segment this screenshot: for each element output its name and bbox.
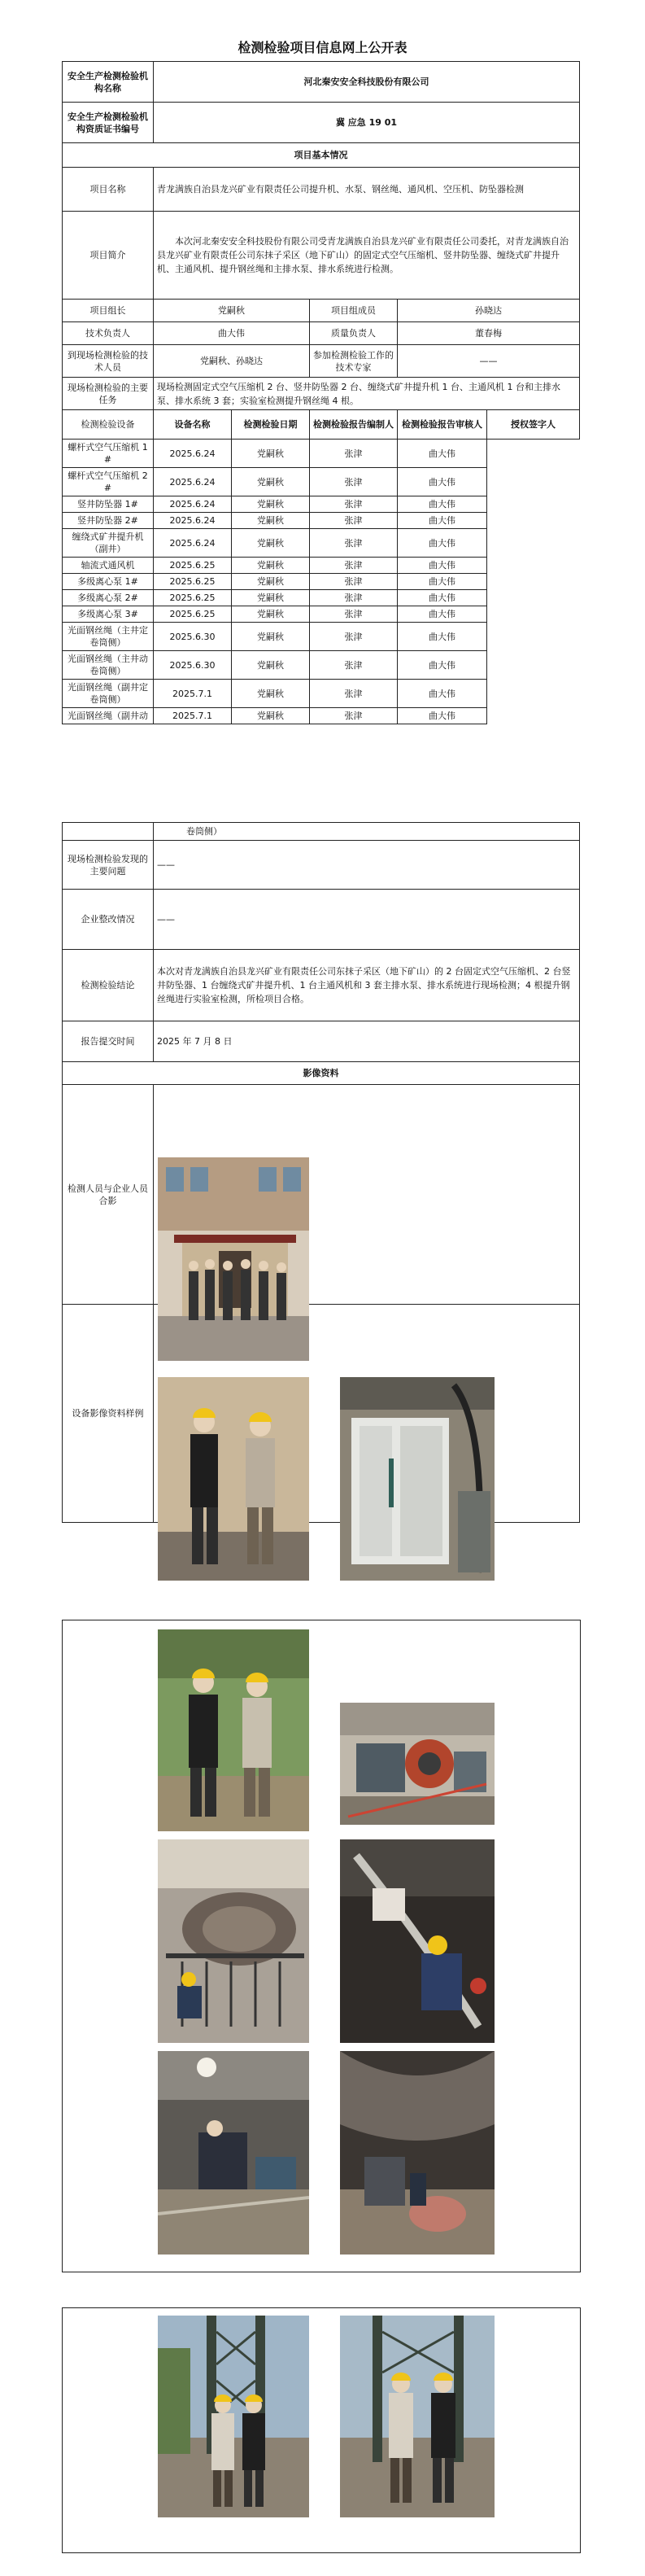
equip-author: 党嗣秋	[232, 468, 310, 496]
equip-signer: 曲大伟	[398, 574, 487, 590]
site-photo-2	[340, 1703, 495, 1825]
equip-author: 党嗣秋	[232, 513, 310, 529]
cert-value: 冀 应急 19 01	[154, 103, 580, 143]
equip-reviewer: 张津	[310, 558, 398, 574]
rectify-value: ——	[154, 890, 580, 950]
equip-header-reviewer: 检测检验报告审核人	[398, 410, 487, 440]
equip-name: 螺杆式空气压缩机 2#	[63, 468, 154, 496]
report-date-label: 报告提交时间	[63, 1021, 154, 1062]
basic-header: 项目基本情况	[63, 143, 580, 168]
equip-reviewer: 张津	[310, 680, 398, 708]
problems-label: 现场检测检验发现的主要问题	[63, 841, 154, 890]
conclusion-label: 检测检验结论	[63, 950, 154, 1021]
equip-reviewer: 张津	[310, 574, 398, 590]
equip-date: 2025.6.25	[154, 606, 232, 623]
equipment-row	[63, 708, 580, 724]
photo-page-frame-2	[62, 2307, 581, 2553]
equip-continued-text: 卷筒侧）	[154, 823, 580, 841]
equip-date: 2025.6.24	[154, 529, 232, 558]
equip-header-signer: 授权签字人	[487, 410, 580, 440]
equipment-photo-label: 设备影像资料样例	[63, 1305, 154, 1523]
equipment-row	[63, 496, 580, 513]
org-name-label: 安全生产检测检验机构名称	[63, 62, 154, 103]
equip-date: 2025.6.24	[154, 513, 232, 529]
equip-cont-label-cell	[63, 823, 154, 841]
equipment-row	[63, 651, 580, 680]
two-workers-image	[158, 1377, 309, 1581]
equipment-row	[63, 606, 580, 623]
equip-signer: 曲大伟	[398, 680, 487, 708]
equipment-label: 检测检验设备	[63, 410, 154, 440]
members-label: 项目组成员	[310, 300, 398, 322]
equip-date: 2025.6.24	[154, 468, 232, 496]
intro-label: 项目简介	[63, 212, 154, 300]
equip-date: 2025.6.30	[154, 623, 232, 651]
equip-header-name: 设备名称	[154, 410, 232, 440]
equip-name: 多级离心泵 2#	[63, 590, 154, 606]
equip-reviewer: 张津	[310, 623, 398, 651]
compressor-cabinet-image	[340, 1377, 495, 1581]
equip-author: 党嗣秋	[232, 590, 310, 606]
tasks-value: 现场检测固定式空气压缩机 2 台、竖井防坠器 2 台、缠绕式矿井提升机 1 台、主通风机 1 台和主排水泵、排水系统 3 套；实验室检测提升钢丝绳 4 根。	[154, 378, 580, 410]
equip-date: 2025.6.25	[154, 558, 232, 574]
equip-name: 多级离心泵 1#	[63, 574, 154, 590]
equip-author: 党嗣秋	[232, 651, 310, 680]
staff-photo-label: 检测人员与企业人员合影	[63, 1085, 154, 1305]
equip-name: 竖井防坠器 1#	[63, 496, 154, 513]
org-name-value: 河北秦安安全科技股份有限公司	[154, 62, 580, 103]
headframe-group-image-2	[340, 2316, 495, 2517]
equipment-row	[63, 680, 580, 708]
headframe-photo-1	[158, 2316, 309, 2517]
photo-page-frame	[62, 1620, 581, 2272]
info-table	[62, 61, 580, 724]
rectify-label: 企业整改情况	[63, 890, 154, 950]
equip-author: 党嗣秋	[232, 708, 310, 724]
equip-signer: 曲大伟	[398, 558, 487, 574]
intro-value: 本次河北秦安安全科技股份有限公司受青龙满族自治县龙兴矿业有限责任公司委托，对青龙满族自治县龙兴矿业有限责任公司东抹子采区（地下矿山）的固定式空气压缩机、竖井防坠器、缠绕式矿井提升机、主通风机、提升钢丝绳和主排水泵、排水系统进行检测。	[154, 212, 580, 300]
project-name-label: 项目名称	[63, 168, 154, 212]
equip-name: 轴流式通风机	[63, 558, 154, 574]
building-group-image	[158, 1157, 309, 1361]
equip-reviewer: 张津	[310, 708, 398, 724]
equip-author: 党嗣秋	[232, 440, 310, 468]
equip-signer: 曲大伟	[398, 651, 487, 680]
site-photo-3	[158, 1839, 309, 2043]
quality-label: 质量负责人	[310, 322, 398, 345]
conclusion-value: 本次对青龙满族自治县龙兴矿业有限责任公司东抹子采区（地下矿山）的 2 台固定式空气压缩机、2 台竖井防坠器、1 台缠绕式矿井提升机、1 台主通风机和 3 套主排水泵、排水系统进行现场检测；4 根提升钢丝绳进行实验室检测，所检项目合格。	[154, 950, 580, 1021]
equip-header-date: 检测检验日期	[232, 410, 310, 440]
equipment-sample-photo-1	[158, 1377, 309, 1581]
equip-name: 缠绕式矿井提升机（副井）	[63, 529, 154, 558]
equipment-row	[63, 590, 580, 606]
site-photo-6	[340, 2051, 495, 2255]
equip-signer: 曲大伟	[398, 590, 487, 606]
equip-date: 2025.6.25	[154, 590, 232, 606]
equip-name: 光面钢丝绳（副井定卷筒侧）	[63, 680, 154, 708]
equipment-row	[63, 440, 580, 468]
equip-reviewer: 张津	[310, 513, 398, 529]
equip-author: 党嗣秋	[232, 574, 310, 590]
equip-signer: 曲大伟	[398, 468, 487, 496]
equip-reviewer: 张津	[310, 440, 398, 468]
equip-date: 2025.7.1	[154, 708, 232, 724]
onsite-staff-label: 到现场检测检验的技术人员	[63, 345, 154, 378]
equip-name: 光面钢丝绳（主井定卷筒侧）	[63, 623, 154, 651]
info-table-continued	[62, 822, 580, 1523]
leader-value: 党嗣秋	[154, 300, 310, 322]
equip-author: 党嗣秋	[232, 529, 310, 558]
site-photo-1	[158, 1629, 309, 1831]
equipment-sample-photo-2	[340, 1377, 495, 1581]
rope-inspection-image	[340, 1839, 495, 2043]
equip-date: 2025.6.30	[154, 651, 232, 680]
project-name-value: 青龙满族自治县龙兴矿业有限责任公司提升机、水泵、钢丝绳、通风机、空压机、防坠器检测	[154, 168, 580, 212]
equip-name: 多级离心泵 3#	[63, 606, 154, 623]
images-header: 影像资料	[63, 1062, 580, 1085]
equipment-row	[63, 574, 580, 590]
members-value: 孙晓达	[398, 300, 580, 322]
equip-header-author: 检测检验报告编制人	[310, 410, 398, 440]
equip-author: 党嗣秋	[232, 558, 310, 574]
group-photo	[158, 1157, 309, 1361]
equip-author: 党嗣秋	[232, 623, 310, 651]
equip-name: 竖井防坠器 2#	[63, 513, 154, 529]
equip-date: 2025.6.24	[154, 440, 232, 468]
equip-reviewer: 张津	[310, 606, 398, 623]
page-title: 检测检验项目信息网上公开表	[238, 40, 407, 55]
equip-signer: 曲大伟	[398, 606, 487, 623]
headframe-group-image-1	[158, 2316, 309, 2517]
equip-name: 光面钢丝绳（主井动卷筒侧）	[63, 651, 154, 680]
equip-date: 2025.7.1	[154, 680, 232, 708]
tech-value: 曲大伟	[154, 322, 310, 345]
experts-value: ——	[398, 345, 580, 378]
onsite-staff-value: 党嗣秋、孙晓达	[154, 345, 310, 378]
problems-value: ——	[154, 841, 580, 890]
equipment-row	[63, 623, 580, 651]
equip-signer: 曲大伟	[398, 440, 487, 468]
equip-author: 党嗣秋	[232, 496, 310, 513]
equipment-row	[63, 513, 580, 529]
pump-room-image	[158, 2051, 309, 2255]
equip-date: 2025.6.24	[154, 496, 232, 513]
equip-name: 螺杆式空气压缩机 1#	[63, 440, 154, 468]
equip-author: 党嗣秋	[232, 680, 310, 708]
workers-outdoor-image	[158, 1629, 309, 1831]
site-photo-4	[340, 1839, 495, 2043]
tasks-label: 现场检测检验的主要任务	[63, 378, 154, 410]
tech-label: 技术负责人	[63, 322, 154, 345]
equip-reviewer: 张津	[310, 590, 398, 606]
equip-signer: 曲大伟	[398, 513, 487, 529]
equip-signer: 曲大伟	[398, 496, 487, 513]
equip-author: 党嗣秋	[232, 606, 310, 623]
equip-reviewer: 张津	[310, 529, 398, 558]
equip-date: 2025.6.25	[154, 574, 232, 590]
tunnel-fan-image	[340, 2051, 495, 2255]
equipment-row	[63, 529, 580, 558]
drum-inspection-image	[158, 1839, 309, 2043]
equip-signer: 曲大伟	[398, 623, 487, 651]
experts-label: 参加检测检验工作的技术专家	[310, 345, 398, 378]
equip-reviewer: 张津	[310, 496, 398, 513]
equip-name: 光面钢丝绳（副井动	[63, 708, 154, 724]
headframe-photo-2	[340, 2316, 495, 2517]
quality-value: 董春梅	[398, 322, 580, 345]
equipment-row	[63, 468, 580, 496]
site-photo-5	[158, 2051, 309, 2255]
leader-label: 项目组长	[63, 300, 154, 322]
report-date-value: 2025 年 7 月 8 日	[154, 1021, 580, 1062]
equip-signer: 曲大伟	[398, 529, 487, 558]
equip-reviewer: 张津	[310, 468, 398, 496]
equip-signer: 曲大伟	[398, 708, 487, 724]
hoist-room-image	[340, 1703, 495, 1825]
equip-reviewer: 张津	[310, 651, 398, 680]
cert-label: 安全生产检测检验机构资质证书编号	[63, 103, 154, 143]
equipment-row	[63, 558, 580, 574]
